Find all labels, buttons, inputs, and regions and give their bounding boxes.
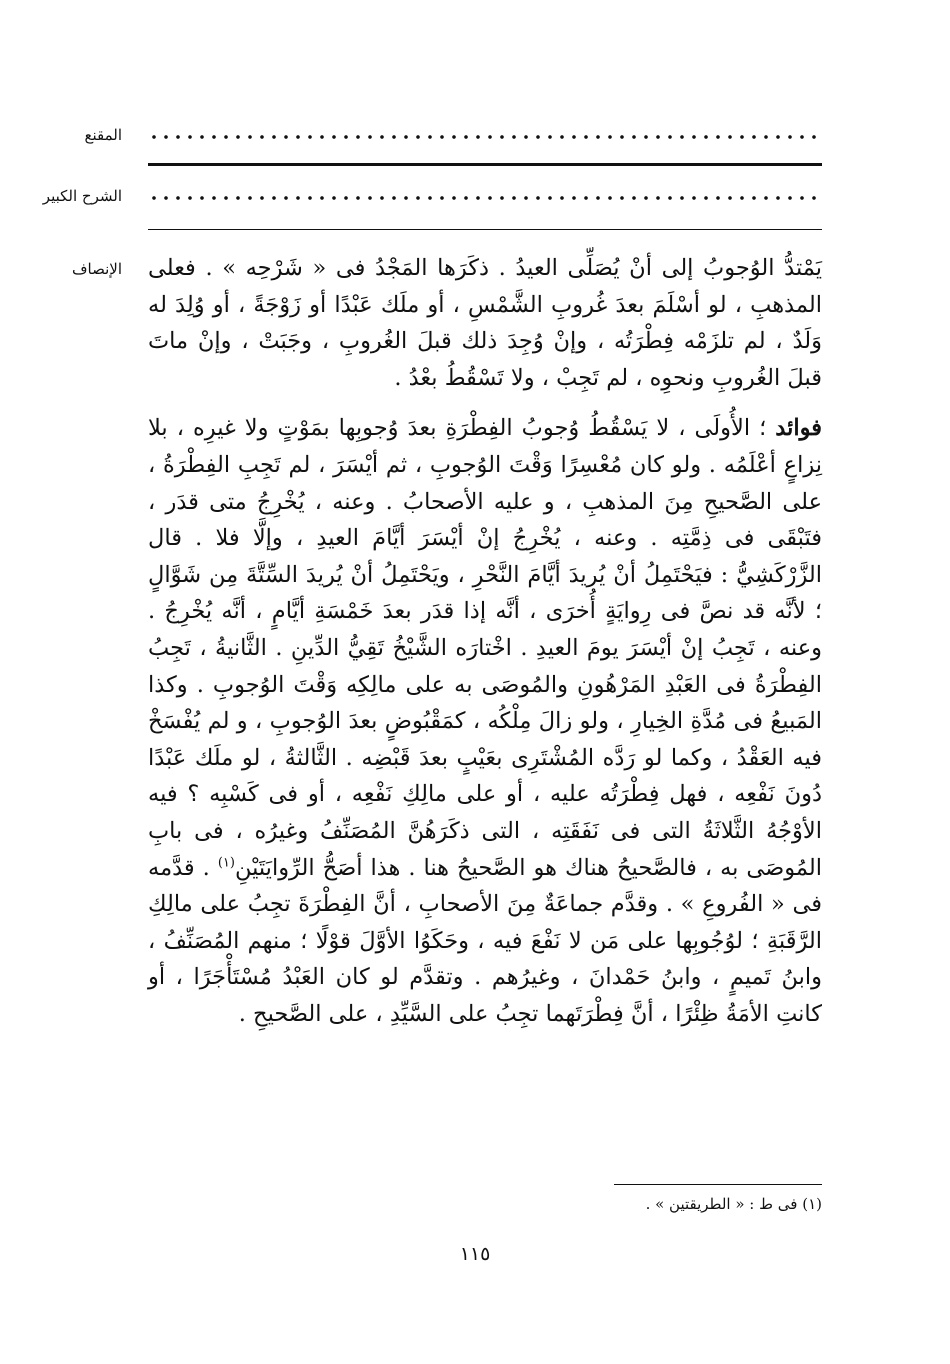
muqni-dotted-line: [148, 134, 820, 140]
margin-label-sharh: الشرح الكبير: [42, 187, 122, 205]
footnote-reference: (١): [217, 855, 235, 870]
paragraph-lead-word: فوائد: [775, 415, 822, 442]
footnote-separator: [614, 1184, 822, 1185]
paragraph-2-end: . قدَّمه فى « الفُروعِ » . وقدَّم جماعَةٌ مِنَ الأصحابِ ، أنَّ الفِطْرَةَ تجِبُ على مالِكِ الرَّقَبَةِ ؛ لوُجُوبِها على مَن لا نَفْعَ فيه ، وحَكَوُا الأوَّلَ قوْلًا ؛ منهم المُصَنِّفُ ، وابنُ تَميمٍ ، وابنُ حَمْدانَ ، وغيرُهم . وتقدَّم لو كان العَبْدُ مُسْتَأْجَرًا ، أو كانتِ الأمَةُ ظِئْرًا ، أنَّ فِطْرَتَهما تجِبُ على السَّيِّدِ ، على الصَّحيحِ .: [148, 854, 822, 1027]
insaf-body: [148, 250, 822, 1032]
paragraph-2-main: ؛ الأُولَى ، لا يَسْقُطُ وُجوبُ الفِطْرَةِ بعدَ وُجوبِها بمَوْتٍ ولا غيرِه ، بلا نِزاعٍ أعْلَمُه . ولو كان مُعْسِرًا وَقْتَ الوُجوبِ ، ثم أيْسَرَ ، لم تَجِبِ الفِطْرَةُ ، على الصَّحيحِ مِنَ المذهبِ ، و عليه الأصحابُ . وعنه ، يُخْرِجُ متى قدَر ، فتَبْقَى فى ذِمَّتِه . وعنه ، يُخْرِجُ إنْ أيْسَرَ أيَّامَ العيدِ ، وإلَّا فلا . قال الزَّرْكَشِيُّ : فيَحْتَمِلُ أنْ يُريدَ أيَّامَ النَّحْرِ ، ويَحْتَمِلُ أنْ يُريدَ السِّتَّةَ مِن شَوَّالٍ ؛ لأنَّه قد نصَّ فى رِوايَةٍ أُخرَى ، أنَّه إذا قدَر بعدَ خَمْسَةِ أيَّامٍ ، أنَّه يُخْرِجُ . وعنه ، تَجِبُ إنْ أيْسَرَ يومَ العيدِ . اخْتارَه الشَّيْخُ تَقِيُّ الدِّينِ . الثَّانيةُ ، تَجِبُ الفِطْرَةُ فى العَبْدِ المَرْهُونِ والمُوصَى به على مالِكِه وَقْتَ الوُجوبِ . وكذا المَبيعُ فى مُدَّةِ الخِيارِ ، ولو زالَ مِلْكُه ، كمَقْبُوضٍ بعدَ الوُجوبِ ، و لم يُفْسَخْ فيه العَقْدُ ، وكما لو رَدَّه المُشْتَرِى بعَيْبٍ بعدَ قَبْضِه . الثَّالثةُ ، لو ملَك عَبْدًا دُونَ نَفْعِه ، فهل فِطْرَتُه عليه ، أو على مالِكِ نَفْعِه ، أو فى كَسْبِه ؟ فيه الأوْجُهُ الثَّلاثَةُ التى فى نَفَقَتِه ، التى ذكَرَهُنَّ المُصَنِّفُ وغيرُه ، فى بابِ المُوصَى به ، فالصَّحيحُ هناك هو الصَّحيحُ هنا . هذا أصَحُّ الرِّوايَتَيْنِ: [148, 415, 822, 881]
page-number: ١١٥: [459, 1243, 491, 1265]
paragraph-2: [148, 410, 822, 1032]
section-divider-thick: [148, 163, 822, 166]
margin-label-muqni: المقنع: [84, 126, 122, 144]
margin-label-insaf: الإنصاف: [71, 260, 122, 278]
paragraph-1: يَمْتدُّ الوُجوبُ إلى أنْ يُصَلِّى العيدُ . ذكَرَها المَجْدُ فى « شَرْحِه » . فعلى المذهبِ ، لو أسْلَمَ بعدَ غُروبِ الشَّمْسِ ، أو ملَك عَبْدًا أو زَوْجَةً ، أو وُلِدَ له وَلَدٌ ، لم تلزَمْه فِطْرَتُه ، وإنْ وُجِدَ ذلك قبلَ الغُروبِ ، وجَبَتْ ، وإنْ ماتَ قبلَ الغُروبِ ونحوِه ، لم تَجِبْ ، ولا تَسْقُطُ بعْدُ .: [148, 255, 822, 391]
footnote: (١) فى ط : « الطريقتين » .: [645, 1195, 822, 1213]
sharh-dotted-line: [148, 195, 820, 201]
section-divider-thin: [148, 229, 822, 230]
